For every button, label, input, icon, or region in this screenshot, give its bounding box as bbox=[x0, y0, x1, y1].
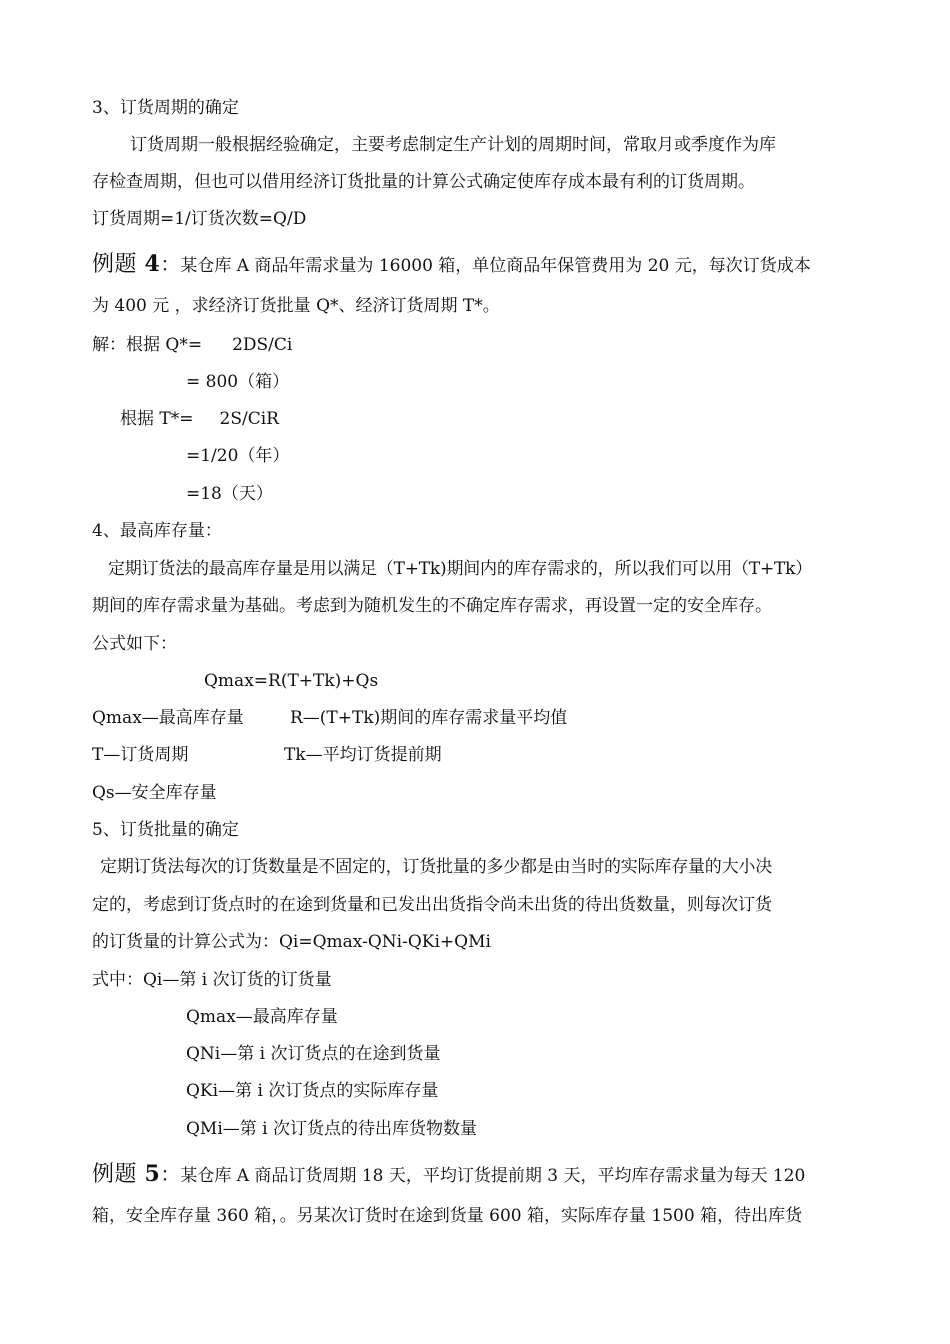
where-qmi: QMi—第 i 次订货点的待出库货物数量 bbox=[186, 1119, 478, 1139]
definition-qs: Qs—安全库存量 bbox=[92, 783, 217, 803]
solution-t-expression: 2S/CiR bbox=[219, 409, 279, 429]
solution-t-prefix: 根据 T*= bbox=[120, 409, 194, 429]
example-4-label: 例题 4 bbox=[92, 251, 161, 277]
where-qni: QNi—第 i 次订货点的在途到货量 bbox=[186, 1044, 441, 1064]
example-5-label: 例题 5 bbox=[92, 1161, 161, 1187]
order-cycle-formula: 订货周期=1/订货次数=Q/D bbox=[92, 209, 307, 229]
section-5-paragraph-line-2: 定的，考虑到订货点时的在途到货量和已发出出货指令尚未出货的待出货数量，则每次订货 bbox=[92, 895, 772, 915]
solution-t-result-years: =1/20（年） bbox=[186, 446, 290, 466]
example-5-text-line-2: 箱，安全库存量 360 箱，。另某次订货时在途到货量 600 箱，实际库存量 1500 箱，待出库货 bbox=[92, 1206, 803, 1226]
solution-t-result-days: =18（天） bbox=[186, 484, 273, 504]
solution-q-line bbox=[92, 337, 292, 354]
example-5-line-1 bbox=[92, 1163, 805, 1186]
where-qki: QKi—第 i 次订货点的实际库存量 bbox=[186, 1081, 439, 1101]
example-4-text-line-2: 为 400 元 ，求经济订货批量 Q*、经济订货周期 T*。 bbox=[92, 296, 500, 316]
section-5-heading: 5、订货批量的确定 bbox=[92, 820, 239, 840]
definition-t: T—订货周期 bbox=[92, 745, 189, 765]
section-4-paragraph-line-1: 定期订货法的最高库存量是用以满足（T+Tk)期间内的库存需求的，所以我们可以用（T+Tk） bbox=[108, 559, 813, 579]
definition-qmax: Qmax—最高库存量 bbox=[92, 708, 244, 728]
solution-t-line bbox=[120, 411, 279, 428]
definition-tk: Tk—平均订货提前期 bbox=[284, 745, 442, 765]
solution-q-result: = 800（箱） bbox=[186, 372, 290, 392]
example-5-text-line-1: 某仓库 A 商品订货周期 18 天，平均订货提前期 3 天，平均库存需求量为每天 120 bbox=[180, 1166, 806, 1186]
example-4-colon: ： bbox=[160, 252, 181, 276]
example-4-line-1 bbox=[92, 253, 811, 276]
definition-r: R—(T+Tk)期间的库存需求量平均值 bbox=[290, 708, 568, 728]
section-3-paragraph-line-2: 存检查周期，但也可以借用经济订货批量的计算公式确定使库存成本最有利的订货周期。 bbox=[92, 172, 755, 192]
where-qi: 式中：Qi—第 i 次订货的订货量 bbox=[92, 970, 332, 990]
where-qmax: Qmax—最高库存量 bbox=[186, 1007, 338, 1027]
example-4-text-line-1: 某仓库 A 商品年需求量为 16000 箱，单位商品年保管费用为 20 元，每次订货成本 bbox=[180, 256, 811, 276]
max-inventory-formula: Qmax=R(T+Tk)+Qs bbox=[204, 671, 379, 691]
section-3-paragraph-line-1: 订货周期一般根据经验确定，主要考虑制定生产计划的周期时间，常取月或季度作为库 bbox=[130, 135, 776, 155]
section-4-heading: 4、最高库存量： bbox=[92, 521, 222, 541]
section-5-paragraph-line-3: 的订货量的计算公式为：Qi=Qmax-QNi-QKi+QMi bbox=[92, 932, 491, 952]
section-5-paragraph-line-1: 定期订货法每次的订货数量是不固定的，订货批量的多少都是由当时的实际库存量的大小决 bbox=[100, 857, 772, 877]
solution-q-expression: 2DS/Ci bbox=[232, 335, 293, 355]
section-4-paragraph-line-3: 公式如下： bbox=[92, 634, 177, 654]
example-5-colon: ： bbox=[160, 1162, 181, 1186]
section-4-paragraph-line-2: 期间的库存需求量为基础。考虑到为随机发生的不确定库存需求，再设置一定的安全库存。 bbox=[92, 596, 772, 616]
section-3-heading: 3、订货周期的确定 bbox=[92, 98, 239, 118]
solution-q-prefix: 解：根据 Q*= bbox=[92, 335, 203, 355]
